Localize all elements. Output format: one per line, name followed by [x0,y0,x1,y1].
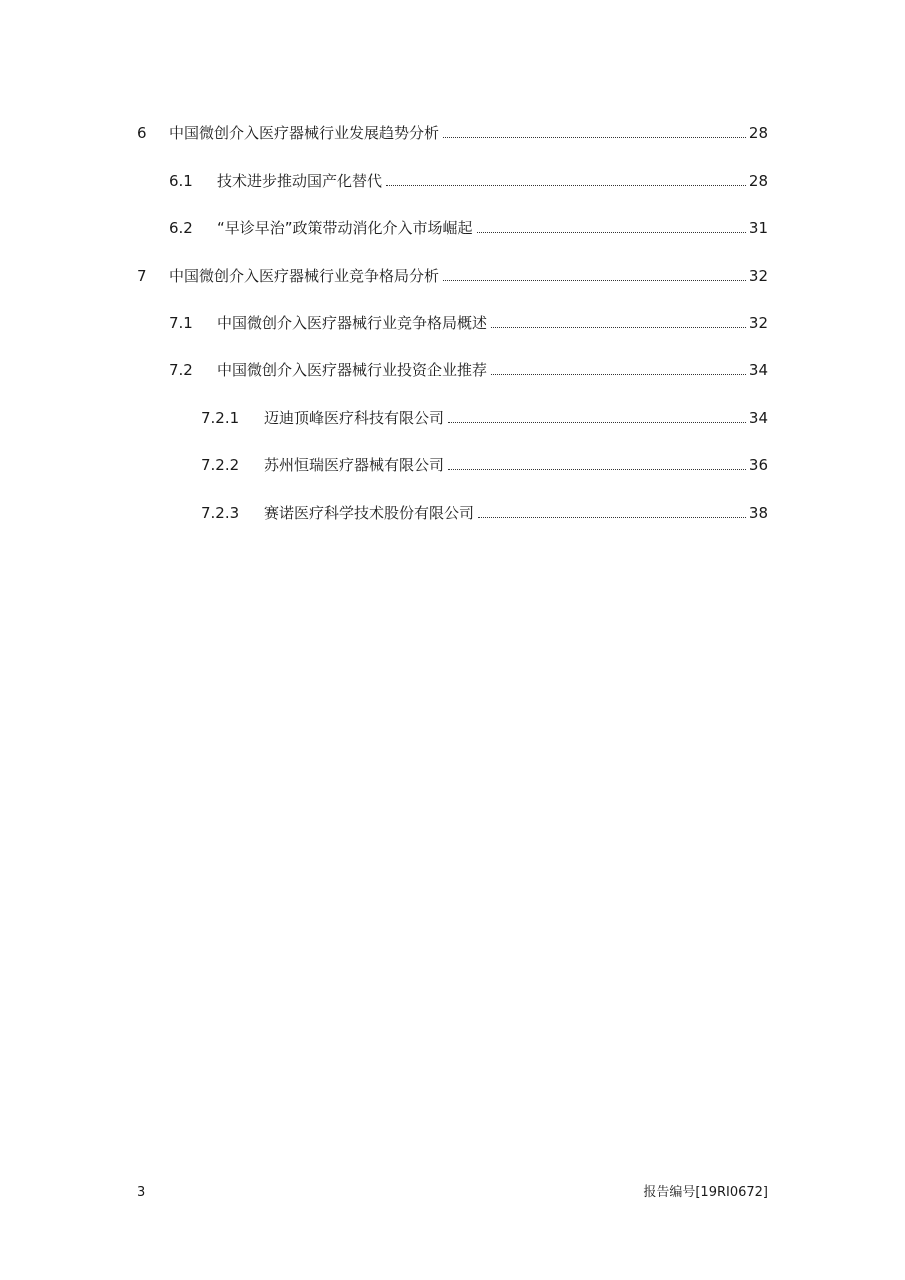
toc-entry-number: 7.2.2 [201,456,240,474]
toc-entry-page: 34 [748,361,768,379]
footer-page-number: 3 [137,1185,146,1200]
toc-dot-leader [491,326,746,328]
toc-entry-number: 6.2 [169,219,193,237]
toc-entry-title: 赛诺医疗科学技术股份有限公司 [264,504,475,522]
toc-entry-number: 7.2.3 [201,504,240,522]
toc-entry-page: 32 [748,267,768,285]
toc-entry-page: 31 [748,219,768,237]
toc-entry-page: 38 [748,504,768,522]
toc-dot-leader [448,468,746,470]
toc-entry-page: 34 [748,409,768,427]
toc-entry-title: 中国微创介入医疗器械行业竞争格局分析 [169,267,440,285]
toc-dot-leader [491,373,746,375]
toc-entry-6-2[interactable] [169,216,768,240]
toc-entry-page: 36 [748,456,768,474]
toc-dot-leader [443,136,746,138]
toc-entry-title: 中国微创介入医疗器械行业投资企业推荐 [217,361,488,379]
toc-entry-number: 7.2.1 [201,409,240,427]
toc-dot-leader [448,421,746,423]
toc-entry-7-2[interactable] [169,358,768,382]
toc-entry-7[interactable] [137,264,768,288]
toc-entry-title: 中国微创介入医疗器械行业发展趋势分析 [169,124,440,142]
toc-entry-6[interactable] [137,121,768,145]
toc-entry-number: 7.1 [169,314,193,332]
toc-entry-7-2-3[interactable] [201,501,768,525]
toc-entry-page: 32 [748,314,768,332]
toc-entry-6-1[interactable] [169,169,768,193]
footer-report-number: 报告编号[19RI0672] [643,1185,768,1200]
toc-entry-number: 6 [137,124,147,142]
toc-dot-leader [478,516,746,518]
toc-entry-page: 28 [748,124,768,142]
toc-entry-number: 7 [137,267,147,285]
toc-entry-title: 技术进步推动国产化替代 [217,172,383,190]
toc-entry-7-2-2[interactable] [201,453,768,477]
toc-dot-leader [477,231,746,233]
toc-entry-number: 6.1 [169,172,193,190]
toc-entry-title: 苏州恒瑞医疗器械有限公司 [264,456,445,474]
toc-entry-7-1[interactable] [169,311,768,335]
toc-entry-title: “早诊早治”政策带动消化介入市场崛起 [217,219,473,237]
toc-dot-leader [443,279,746,281]
toc-entry-title: 中国微创介入医疗器械行业竞争格局概述 [217,314,488,332]
toc-entry-title: 迈迪顶峰医疗科技有限公司 [264,409,445,427]
toc-entry-number: 7.2 [169,361,193,379]
toc-entry-7-2-1[interactable] [201,406,768,430]
toc-entry-page: 28 [748,172,768,190]
toc-dot-leader [386,184,746,186]
